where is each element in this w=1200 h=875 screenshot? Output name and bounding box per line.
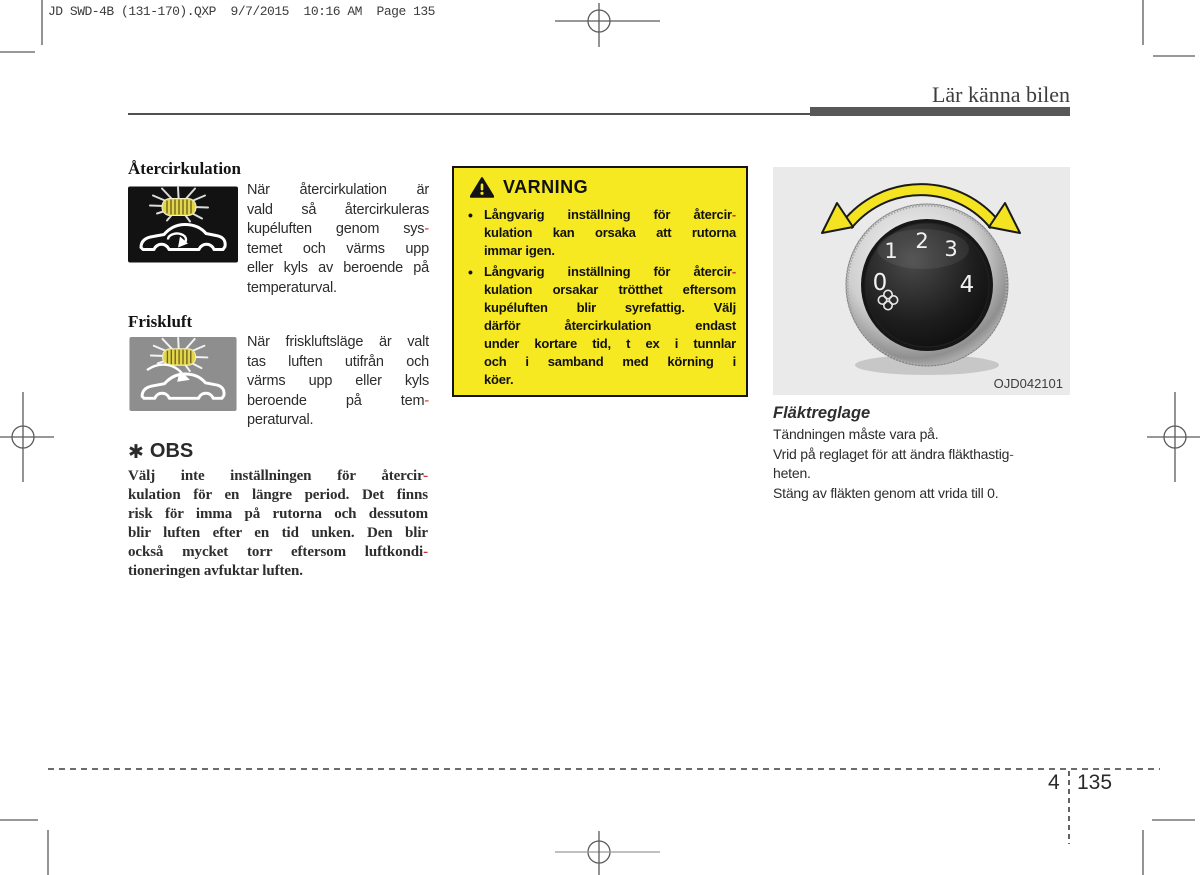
warning-title-row bbox=[470, 177, 746, 198]
corner-mark-top-right bbox=[1143, 0, 1195, 56]
indicator-lamp-icon bbox=[162, 199, 196, 216]
knob-label-0: 0 bbox=[872, 270, 888, 296]
warning-bullet-item bbox=[468, 263, 736, 389]
freshair-paragraph: När friskluftsläge är valt tas luften utifrån och värms upp eller kyls beroende på tem- peraturval. bbox=[247, 334, 429, 428]
figure-caption: OJD042101 bbox=[993, 376, 1063, 391]
recirculation-paragraph: När återcirkulation är vald så återcirkuleras kupéluften genom sys- temet och värms upp eller kyls av beroende på temperaturval. bbox=[247, 182, 429, 296]
registration-mark-left bbox=[0, 392, 54, 482]
warning-bullet-item bbox=[468, 206, 736, 260]
knob-label-2: 2 bbox=[915, 229, 929, 253]
footer-chapter-number: 4 bbox=[1048, 771, 1060, 794]
freshair-heading: Friskluft bbox=[128, 312, 193, 331]
bullet-icon: • bbox=[468, 264, 473, 280]
corner-mark-bottom-left bbox=[0, 820, 48, 875]
header-rule-bar bbox=[810, 107, 1070, 116]
warning-title: VARNING bbox=[503, 177, 589, 197]
obs-heading bbox=[128, 440, 193, 463]
fan-control-heading: Fläktreglage bbox=[773, 404, 871, 422]
registration-mark-right bbox=[1147, 392, 1200, 482]
print-slug-text: JD SWD-4B (131-170).QXP 9/7/2015 10:16 AM Page 135 bbox=[48, 4, 435, 19]
registration-mark-bottom-center bbox=[555, 831, 660, 875]
obs-paragraph: Välj inte inställningen för återcir- kulation för en längre period. Det finns risk för imma på rutorna och dessutom blir luften efter en tid unken. Den blir också mycket torr eftersom luftkondi- tioneringen avfuktar luften. bbox=[128, 468, 428, 579]
obs-heading-label: OBS bbox=[149, 440, 194, 462]
asterisk-icon: ✱ bbox=[128, 440, 144, 463]
registration-mark-top-center bbox=[555, 3, 660, 47]
warning-bullet-list bbox=[454, 206, 746, 389]
fan-knob-figure bbox=[773, 167, 1070, 395]
fan-knob-image bbox=[773, 167, 1070, 395]
warning-bullet-text: Långvarig inställning för återcir- kulation orsakar trötthet eftersom kupéluften blir syrefattig. Välj därför återcirkulation endast under kortare tid, t ex i tunnlar och i samband med körning i köer. bbox=[484, 264, 736, 387]
recirculation-indicator-image bbox=[128, 185, 238, 264]
warning-box bbox=[452, 166, 748, 397]
knob-label-1: 1 bbox=[884, 239, 898, 263]
freshair-indicator-image bbox=[128, 337, 238, 411]
corner-mark-bottom-right bbox=[1143, 820, 1195, 875]
knob-label-3: 3 bbox=[944, 237, 958, 261]
warning-bullet-text: Långvarig inställning för återcir- kulation kan orsaka att rutorna immar igen. bbox=[484, 207, 736, 258]
indicator-lamp-icon bbox=[163, 349, 196, 366]
footer-dashed-rule bbox=[48, 769, 1160, 844]
warning-triangle-icon bbox=[470, 177, 494, 198]
bullet-icon: • bbox=[468, 207, 473, 223]
recirculation-heading: Återcirkulation bbox=[128, 159, 242, 178]
footer-page-number: 135 bbox=[1077, 771, 1113, 794]
page-title: Lär känna bilen bbox=[931, 82, 1070, 107]
knob-label-4: 4 bbox=[959, 272, 975, 298]
fan-control-paragraph: Tändningen måste vara på. Vrid på reglaget för att ändra fläkthastig- heten. Stäng av fläkten genom att vrida till 0. bbox=[773, 426, 1014, 501]
corner-mark-top-left bbox=[0, 0, 42, 52]
